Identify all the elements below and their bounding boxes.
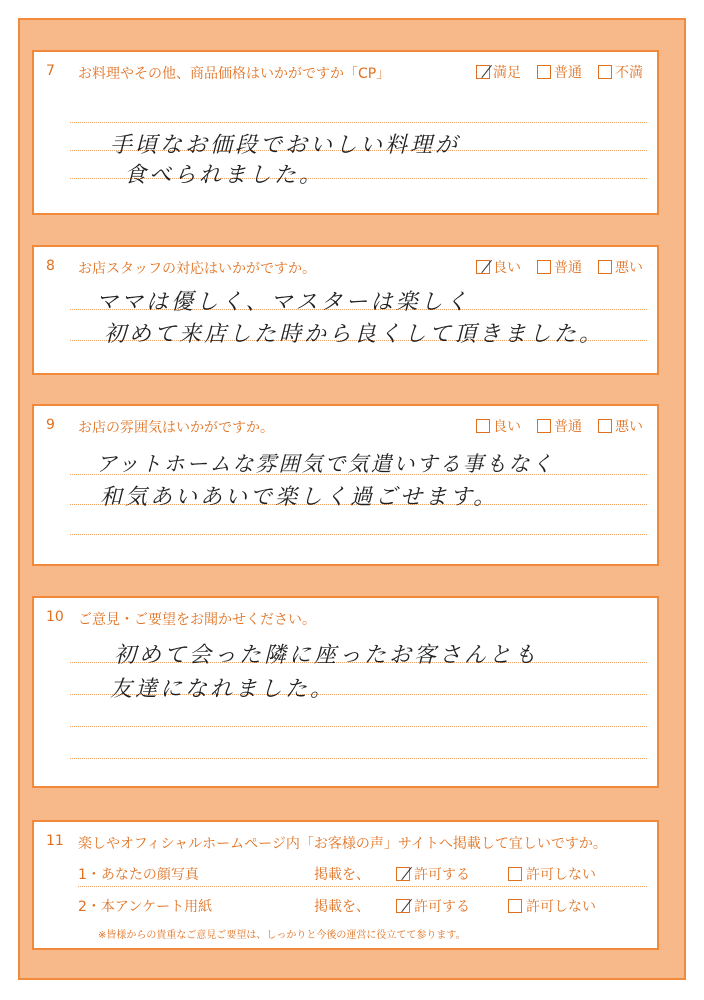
handwritten-answer-line: 初めて会った隣に座ったお客さんとも	[114, 643, 540, 668]
checkbox-checked-icon[interactable]	[396, 899, 410, 913]
checkbox-icon[interactable]	[537, 260, 551, 274]
checkbox-checked-icon[interactable]	[476, 65, 490, 79]
option-allow[interactable]: 許可する	[396, 864, 470, 884]
option-bad[interactable]: 悪い	[598, 257, 643, 277]
checkbox-icon[interactable]	[598, 65, 612, 79]
checkbox-icon[interactable]	[537, 65, 551, 79]
question-text: お料理やその他、商品価格はいかがですか「CP」	[78, 66, 391, 82]
question-number: 11	[46, 833, 64, 849]
option-satisfied[interactable]: 満足	[476, 62, 521, 82]
rating-options	[476, 416, 643, 436]
question-number: 8	[46, 258, 55, 274]
question-number: 9	[46, 417, 55, 433]
option-bad[interactable]: 悪い	[598, 416, 643, 436]
footnote: ※皆様からの貴重なご意見ご要望は、しっかりと今後の運営に役立てて参ります。	[98, 930, 466, 941]
question-text: 楽しやオフィシャルホームページ内「お客様の声」サイトへ掲載して宜しいですか。	[78, 836, 607, 852]
permission-prefix: 掲載を、	[314, 867, 370, 883]
option-normal[interactable]: 普通	[537, 62, 582, 82]
question-7-card	[32, 50, 659, 215]
question-8-card	[32, 245, 659, 375]
question-text: ご意見・ご要望をお聞かせください。	[78, 612, 316, 628]
option-good[interactable]: 良い	[476, 416, 521, 436]
option-deny[interactable]: 許可しない	[508, 864, 596, 884]
question-text: お店スタッフの対応はいかがですか。	[78, 261, 316, 277]
permission-prefix: 掲載を、	[314, 899, 370, 915]
checkbox-checked-icon[interactable]	[476, 260, 490, 274]
checkbox-icon[interactable]	[508, 867, 522, 881]
option-deny[interactable]: 許可しない	[508, 896, 596, 916]
question-number: 7	[46, 63, 55, 79]
handwritten-answer-line: アットホームな雰囲気で気遣いする事もなく	[96, 452, 555, 476]
handwritten-answer-line: 和気あいあいで楽しく過ごせます。	[100, 485, 499, 510]
rating-options	[476, 62, 643, 82]
option-dissatisfied[interactable]: 不満	[598, 62, 643, 82]
checkbox-icon[interactable]	[598, 260, 612, 274]
permission-label: 1・あなたの顔写真	[78, 867, 199, 883]
option-normal[interactable]: 普通	[537, 257, 582, 277]
rating-options	[476, 257, 643, 277]
checkbox-icon[interactable]	[508, 899, 522, 913]
checkbox-icon[interactable]	[476, 419, 490, 433]
handwritten-answer-line: ママは優しく、マスターは楽しく	[96, 290, 471, 315]
option-good[interactable]: 良い	[476, 257, 521, 277]
question-11-card	[32, 820, 659, 950]
row-divider	[78, 886, 647, 887]
checkbox-icon[interactable]	[598, 419, 612, 433]
answer-line	[70, 534, 647, 535]
checkbox-icon[interactable]	[537, 419, 551, 433]
question-10-card	[32, 596, 659, 788]
handwritten-answer-line: 手頃なお価段でおいしい料理が	[110, 133, 461, 158]
question-9-card	[32, 404, 659, 566]
answer-line	[70, 758, 647, 759]
question-number: 10	[46, 609, 64, 625]
question-text: お店の雰囲気はいかがですか。	[78, 420, 274, 436]
handwritten-answer-line: 食べられました。	[124, 163, 325, 188]
answer-line	[70, 726, 647, 727]
handwritten-answer-line: 友達になれました。	[110, 677, 336, 702]
handwritten-answer-line: 初めて来店した時から良くして頂きました。	[104, 322, 605, 347]
option-allow[interactable]: 許可する	[396, 896, 470, 916]
answer-line	[70, 122, 647, 123]
option-normal[interactable]: 普通	[537, 416, 582, 436]
checkbox-checked-icon[interactable]	[396, 867, 410, 881]
permission-label: 2・本アンケート用紙	[78, 899, 213, 915]
